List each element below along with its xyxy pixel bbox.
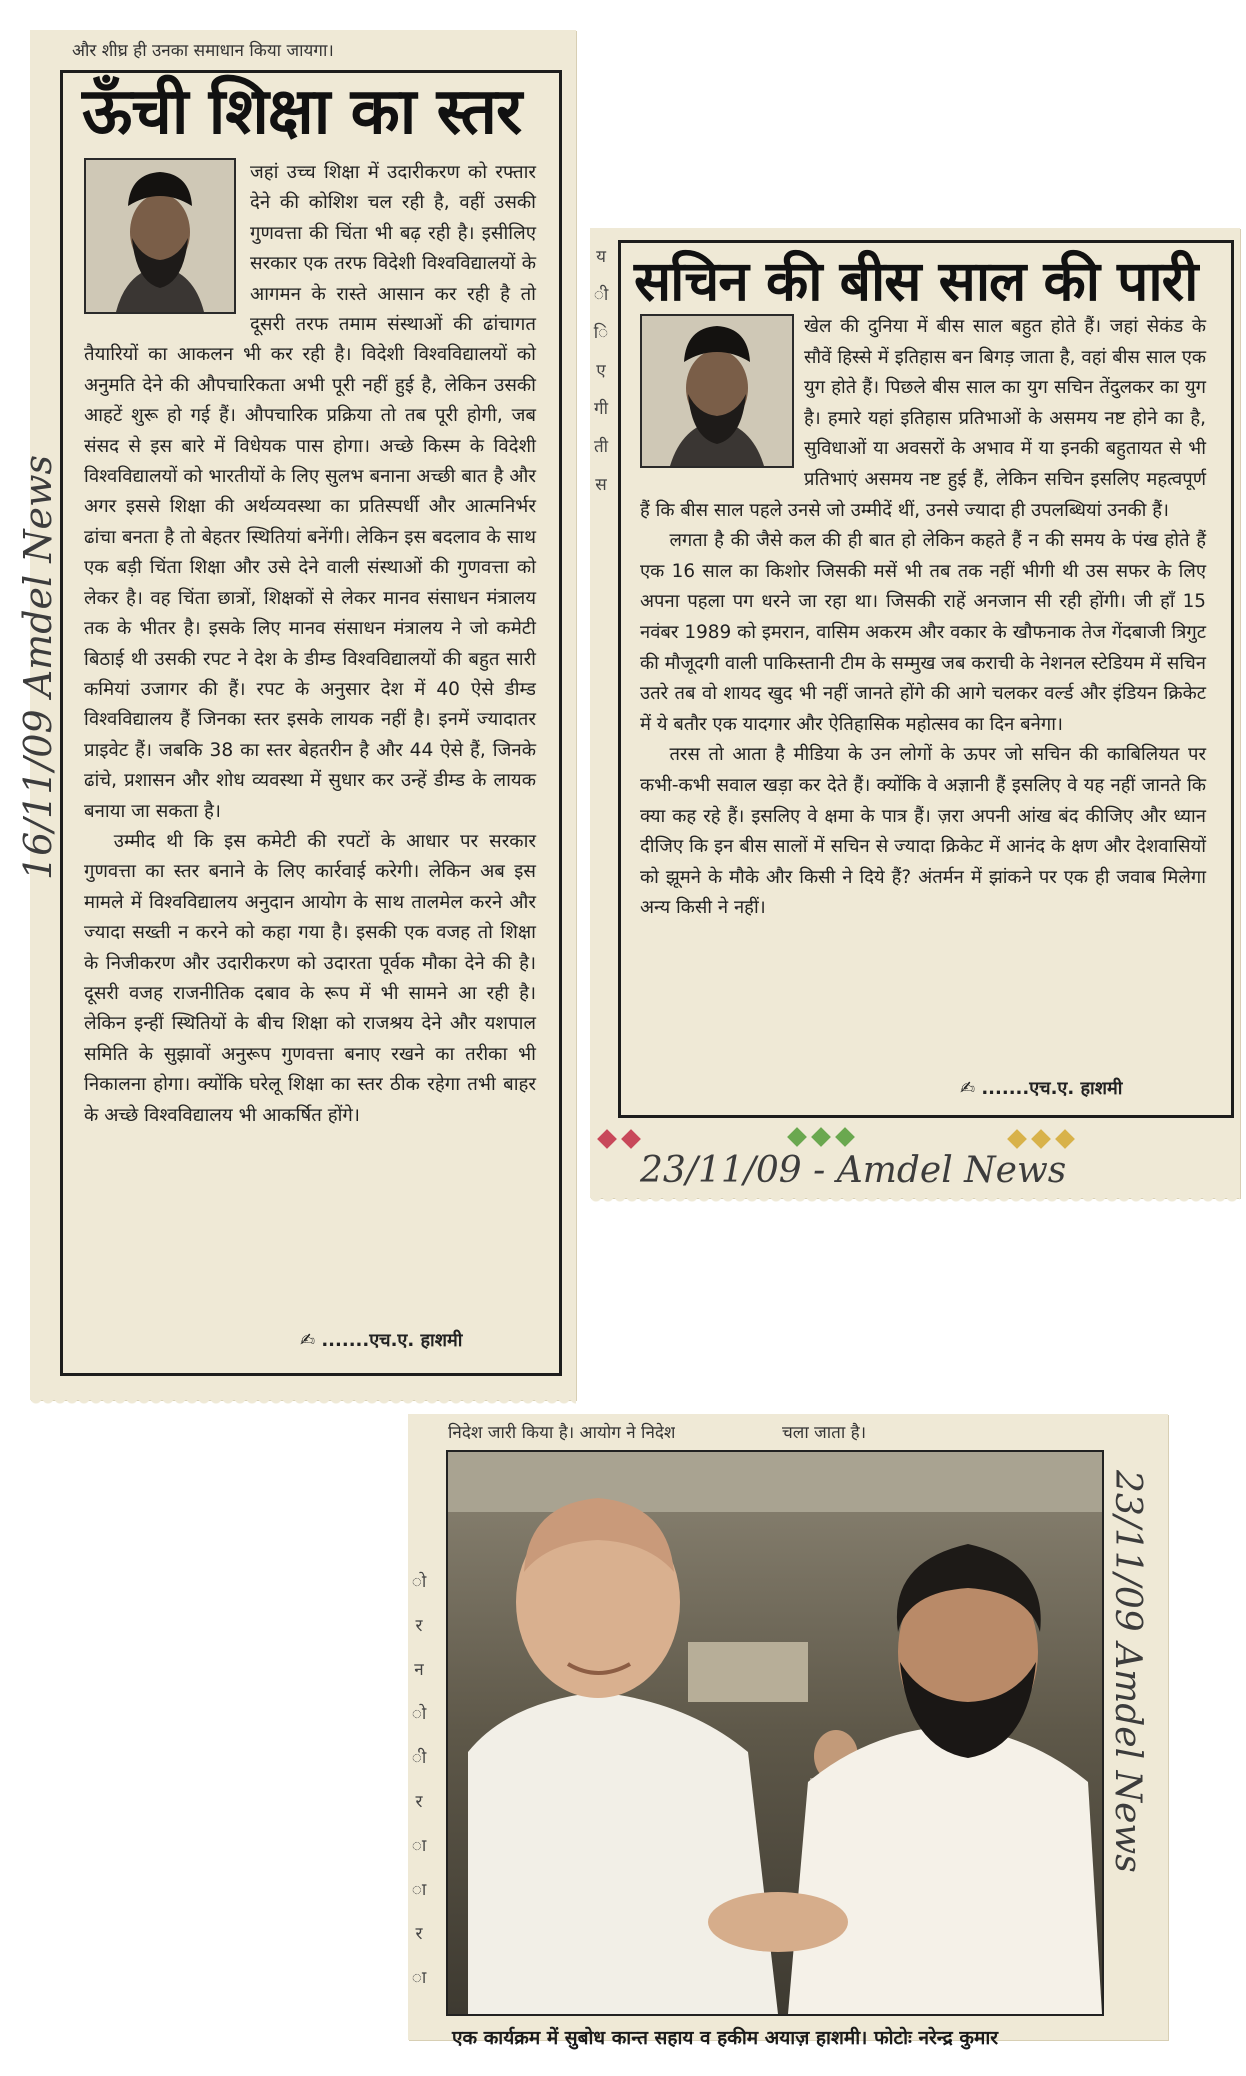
photo-float-spacer <box>84 158 250 318</box>
side-char: ी <box>593 285 609 305</box>
side-char: ो <box>411 1572 427 1592</box>
decorative-diamonds-right <box>1010 1132 1072 1146</box>
article2-handwritten-date: 23/11/09 - Amdel News <box>640 1150 1067 1191</box>
side-char: ो <box>411 1704 427 1724</box>
photo-float-spacer <box>640 312 804 482</box>
event-photo-two-men-icon <box>448 1452 1102 2014</box>
photo-top-strip-right: चला जाता है। <box>782 1423 867 1443</box>
diamond-icon <box>1031 1129 1051 1149</box>
diamond-icon <box>1007 1129 1027 1149</box>
diamond-icon <box>597 1129 617 1149</box>
side-char: न <box>414 1660 424 1680</box>
article2-torn-edge <box>590 1196 1240 1206</box>
article1-headline: ऊँची शिक्षा का स्तर <box>82 75 522 149</box>
article1-torn-edge <box>30 1398 576 1408</box>
photo-side-column <box>404 1560 434 2000</box>
article1-paragraph: जहां उच्च शिक्षा में उदारीकरण को रफ्तार देने की कोशिश चल रही है, वहीं उसकी गुणवत्ता की चिंता भी बढ़ रही है। इसीलिए सरकार एक तरफ विदेशी विश्वविद्यालयों के आगमन के रास्ते आसान कर रही है तो दूसरी तरफ तमाम संस्थाओं की ढांचागत तैयारियों का आकलन भी कर रही है। विदेशी विश्वविद्यालयों को अनुमति देने की औपचारिकता अभी पूरी नहीं हुई है, लेकिन उसकी आहटें शुरू हो गई हैं। औपचारिक प्रक्रिया तो तब पूरी होगी, जब संसद से इस बारे में विधेयक पास होगा। अच्छे किस्म के विदेशी विश्वविद्यालयों को भारतीयों के लिए सुलभ बनाना अच्छी बात है और अगर इससे शिक्षा की अर्थव्यवस्था का प्रतिस्पर्धी और आत्मनिर्भर ढांचा बनता है तो बेहतर स्थितियां बनेंगी। लेकिन इस बदलाव के साथ एक बड़ी चिंता शिक्षा और उसे देने वाली संस्थाओं की गुणवत्ता को लेकर है। वह चिंता छात्रों, शिक्षकों से लेकर मानव संसाधन मंत्रालय तक के भीतर है। इसके लिए मानव संसाधन मंत्रालय ने जो कमेटी बिठाई थी उसकी रपट ने देश के डीम्ड विश्वविद्यालयों की बहुत सारी कमियां उजागर की हैं। रपट के अनुसार देश में 40 ऐसे डीम्ड विश्वविद्यालय हैं जिनका स्तर इसके लायक नहीं है। इनमें ज्यादातर प्राइवेट हैं। जबकि 38 का स्तर बेहतरीन है और 44 ऐसे हैं, जिनके ढांचे, प्रशासन और शोध व्यवस्था में सुधार कर उन्हें डीम्ड के लायक बनाया जा सकता है। <box>84 162 536 822</box>
diamond-icon <box>811 1127 831 1147</box>
article2-headline: सचिन की बीस साल की पारी <box>634 249 1198 313</box>
diamond-icon <box>787 1127 807 1147</box>
article2-byline: ✍ .......एच.ए. हाशमी <box>960 1078 1123 1099</box>
decorative-diamonds-left <box>600 1132 638 1146</box>
side-char: ए <box>596 361 606 381</box>
side-char: य <box>596 247 606 267</box>
diamond-icon <box>621 1129 641 1149</box>
diamond-icon <box>1055 1129 1075 1149</box>
side-char: र <box>415 1792 423 1812</box>
article1-body <box>84 158 536 1318</box>
event-photo <box>446 1450 1104 2016</box>
decorative-diamonds-center <box>790 1130 852 1144</box>
side-char: स <box>595 475 607 495</box>
event-photo-caption: एक कार्यक्रम में सुबोध कान्त सहाय व हकीम अयाज़ हाशमी। फोटोः नरेन्द्र कुमार <box>452 2027 999 2049</box>
side-char: ा <box>411 1968 427 1988</box>
side-char: र <box>415 1924 423 1944</box>
article1-top-strip: और शीघ्र ही उनका समाधान किया जायगा। <box>72 41 334 61</box>
article2-paragraph: खेल की दुनिया में बीस साल बहुत होते हैं। जहां सेकंड के सौवें हिस्से में इतिहास बन बिगड़ जाता है, वहां बीस साल एक युग होते हैं। पिछले बीस साल का युग सचिन तेंदुलकर का युग है। हमारे यहां इतिहास प्रतिभाओं के असमय नष्ट होने का है, सुविधाओं या अवसरों के अभाव में या इनकी बहुतायत से भी प्रतिभाएं असमय नष्ट हुई हैं, लेकिन सचिन इसलिए महत्वपूर्ण हैं कि बीस साल पहले उनसे जो उम्मीदें थीं, उनसे ज्यादा ही उपलब्धियां उनकी हैं। <box>640 316 1206 521</box>
side-char: ा <box>411 1880 427 1900</box>
article2-paragraph: लगता है की जैसे कल की ही बात हो लेकिन कहते हैं न की समय के पंख होते हैं एक 16 साल का किशोर जिसकी मसें भी तब तक नहीं भीगी थी उस सफर के लिए अपना पहला पग धरने जा रहा था। जिसकी राहें अनजान सी रही होंगी। जी हाँ 15 नवंबर 1989 को इमरान, वासिम अकरम और वकार के खौफनाक तेज गेंदबाजी त्रिगुट की मौजूदगी वाली पाकिस्तानी टीम के सम्मुख जब कराची के नेशनल स्टेडियम में सचिन उतरे तब वो शायद खुद भी नहीं जानते होंगे की आगे चलकर वर्ल्ड और इंडियन क्रिकेट में ये बतौर एक यादगार और ऐतिहासिक महोत्सव का दिन बनेगा। <box>640 530 1206 735</box>
diamond-icon <box>835 1127 855 1147</box>
photo-handwritten-date: 23/11/09 Amdel News <box>1107 1470 1148 1873</box>
article2-side-column <box>586 238 616 495</box>
article1-paragraph: उम्मीद थी कि इस कमेटी की रपटों के आधार पर सरकार गुणवत्ता का स्तर बनाने के लिए कार्रवाई करेगी। लेकिन अब इस मामले में विश्वविद्यालय अनुदान आयोग के साथ तालमेल करने और ज्यादा सख्ती न करने को कहा गया है। इसकी एक वजह तो शिक्षा के निजीकरण और उदारीकरण को उदारता पूर्वक मौका देने की है। दूसरी वजह राजनीतिक दबाव के रूप में भी सामने आ रही है। लेकिन इन्हीं स्थितियों के बीच शिक्षा को राजश्रय देने और यशपाल समिति के सुझावों अनुरूप गुणवत्ता बनाए रखने का तरीका भी निकालना होगा। क्योंकि घरेलू शिक्षा का स्तर ठीक रहेगा तभी बाहर के अच्छे विश्वविद्यालय भी आकर्षित होंगे। <box>84 830 536 1126</box>
side-char: र <box>415 1616 423 1636</box>
side-char: ा <box>411 1836 427 1856</box>
side-char: ि <box>593 323 609 343</box>
article2-paragraph: तरस तो आता है मीडिया के उन लोगों के ऊपर जो सचिन की काबिलियत पर कभी-कभी सवाल खड़ा कर देते हैं। क्योंकि वे अज्ञानी हैं इसलिए वे यह नहीं जानते कि क्या कह रहे हैं। इसलिए वे क्षमा के पात्र हैं। ज़रा अपनी आंख बंद कीजिए और ध्यान दीजिए कि इन बीस सालों में सचिन से ज्यादा क्रिकेट में आनंद के क्षण और देशवासियों को झूमने के मौके और किसी ने दिये हैं? अंतर्मन में झांकने पर एक ही जवाब मिलेगा अन्य किसी ने नहीं। <box>640 744 1206 919</box>
photo-top-strip-left: निदेश जारी किया है। आयोग ने निदेश <box>448 1423 676 1443</box>
article1-handwritten-date: 16/11/09 Amdel News <box>16 454 60 880</box>
side-char: ी <box>411 1748 427 1768</box>
article2-body <box>640 312 1206 1092</box>
article1-byline: ✍ .......एच.ए. हाशमी <box>300 1330 463 1351</box>
side-char: ती <box>593 437 609 457</box>
side-char: गी <box>594 399 608 419</box>
